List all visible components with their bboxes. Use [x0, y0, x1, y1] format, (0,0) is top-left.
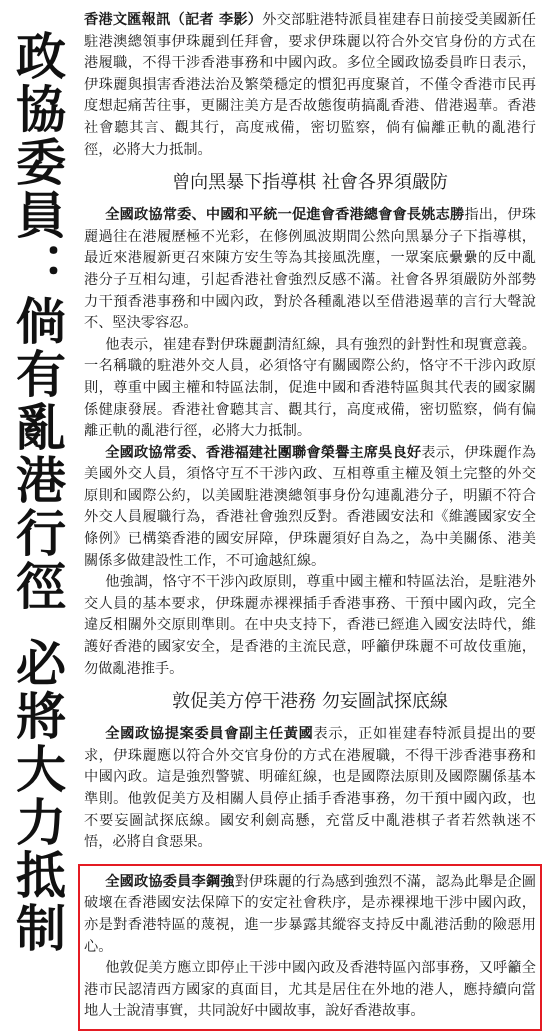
article-body [84, 10, 536, 1031]
paragraph-text: 表示，伊珠麗作為美國外交人員，須恪守互不干涉內政、互相尊重主權及領土完整的外交原則和國際公約，以美國駐港澳總領事身份勾連亂港分子，明顯不符合外交人員履職行為，香港社會強烈反對。香港國安法和《維護國家安全條例》已構築香港的國安屏障，伊珠麗須好自為之，為中美關係、港美關係多做建設性工作，不可逾越紅線。 [84, 444, 536, 569]
paragraph-text: 指出，伊珠麗過往在港履歷極不光彩，在修例風波期間公然向黑暴分子下指導棋，最近來港履新更召來陳方安生等為其接風洗塵，一眾案底纍纍的反中亂港分子互相勾連，引起香港社會強烈反感不滿。社會各界須嚴防外部勢力干預香港事務和中國內政，對於各種亂港以至借港遏華的言行大聲說不、堅決零容忍。 [84, 207, 536, 332]
speaker-name: 全國政協常委、香港福建社團聯會榮譽主席吳良好 [105, 444, 422, 461]
section-1-paragraph-1 [84, 205, 536, 335]
speaker-name: 全國政協常委、中國和平統一促進會香港總會會長姚志勝 [105, 207, 465, 224]
paragraph-text: 對伊珠麗的行為感到強烈不滿，認為此舉是企圖破壞在香港國安法保障下的安定社會秩序，是赤裸裸地干涉中國內政，亦是對香港特區的蔑視，進一步暴露其縱容支持反中亂港活動的險惡用心。 [84, 873, 536, 955]
speaker-name: 全國政協提案委員會副主任黃國 [105, 726, 314, 743]
lead-source: 香港文匯報訊（記者 李影） [84, 12, 263, 28]
section-1-paragraph-2: 他表示，崔建春對伊珠麗劃清紅線，具有強烈的針對性和現實意義。一名稱職的駐港外交人員，必須恪守有關國際公約，恪守不干涉內政原則，尊重中國主權和特區法制，促進中國和香港特區與其代表的國家關係健康發展。香港社會聽其言、觀其行，高度戒備，密切監察，倘有偏離正軌的亂港行徑，必將大力抵制。 [84, 336, 536, 440]
highlighted-box [78, 864, 542, 1031]
speaker-name: 全國政協委員李鋼強 [105, 873, 235, 890]
highlight-paragraph-2: 他敦促美方應立即停止干涉中國內政及香港特區內部事務，又呼籲全港市民認清西方國家的真面目，尤其是居住在外地的港人，應持續向當地人士說清事實，共同說好中國故事，說好香港故事。 [84, 960, 536, 1020]
section-2-title: 敦促美方停干港務 勿妄圖試探底線 [172, 691, 448, 713]
headline-line-1: 政協委員：倘有亂港行徑 [8, 30, 66, 613]
highlight-paragraph-1 [84, 872, 536, 958]
lead-text: 外交部駐港特派員崔建春日前接受美國新任駐港澳總領事伊珠麗到任拜會，要求伊珠麗以符合外交官身份的方式在港履職，不得干涉香港事務和中國內政。多位全國政協委員昨日表示，伊珠麗與損害香港法治及繁榮穩定的慣犯再度聚首，不僅令香港市民再度想起痛苦往事，更關注美方是否故態復萌搞亂香港、借港遏華。香港社會聽其言、觀其行，高度戒備，密切監察，倘有偏離正軌的亂港行徑，必將大力抵制。 [84, 12, 536, 158]
section-1-paragraph-3 [84, 443, 536, 573]
headline-line-2: 必將大力抵制 [8, 637, 66, 955]
section-1-paragraph-4: 他強調，恪守不干涉內政原則，尊重中國主權和特區法治，是駐港外交人員的基本要求，伊珠麗赤裸裸插手香港事務、干預中國內政，完全違反相關外交原則準則。在中央支持下，香港已經進入國安法時代，維護好香港的國家安全，是香港的主流民意，呼籲伊珠麗不可故伎重施，勿做亂港推手。 [84, 574, 536, 677]
section-1-title: 曾向黑暴下指導棋 社會各界須嚴防 [172, 172, 448, 194]
paragraph-text: 表示，正如崔建春特派員提出的要求，伊珠麗應以符合外交官身份的方式在港履職，不得干涉香港事務和中國內政。這是強烈警號、明確紅線，也是國際法原則及國際關係基本準則。他敦促美方及相關人員停止插手香港事務，勿干預中國內政，也不要妄圖試探底線。國安利劍高懸，充當反中亂港棋子者若然執迷不悟，必將自食惡果。 [84, 726, 536, 851]
lead-paragraph [84, 10, 536, 161]
headline [0, 30, 74, 960]
section-2-paragraph-1 [84, 724, 536, 854]
